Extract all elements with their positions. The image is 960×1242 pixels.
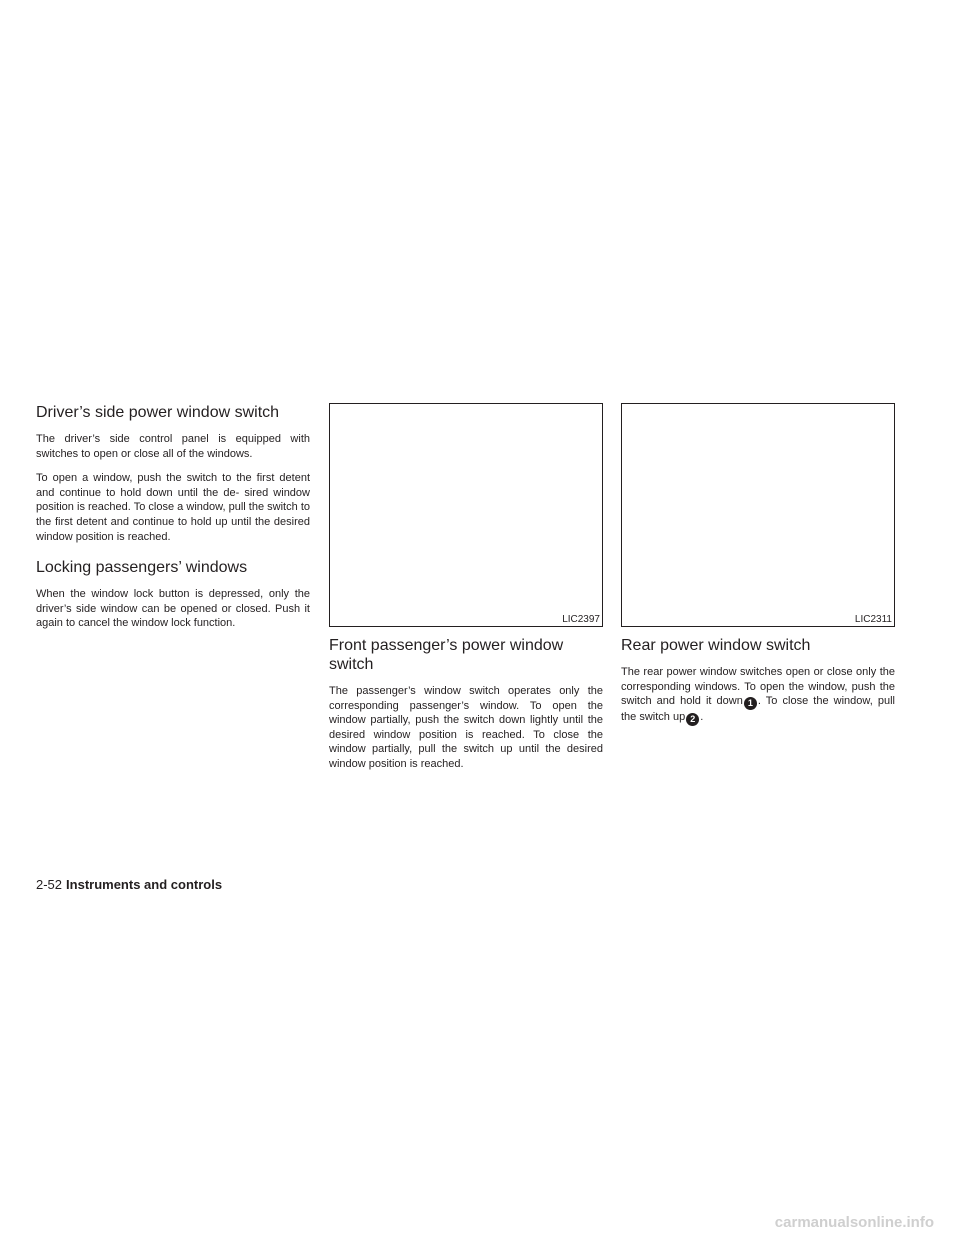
- rear-paragraph: The rear power window switches open or close only the corresponding windows. To open the window, push the switch and hold it down 1 . To close the window, pull the switch up 2 .: [621, 666, 895, 725]
- heading-locking-windows: Locking passengers’ windows: [36, 559, 248, 577]
- watermark: carmanualsonline.info: [774, 1214, 934, 1231]
- callout-2-icon: 2: [686, 713, 699, 726]
- column-middle: [329, 403, 603, 782]
- locking-paragraph: When the window lock button is depressed, only the driver’s side window can be opened or closed. Push it again to cancel the window lock function.: [36, 588, 310, 630]
- figure-code: LIC2311: [854, 614, 892, 625]
- page-number: 2-52: [36, 877, 63, 892]
- section-title: Instruments and controls: [66, 877, 223, 892]
- heading-rear-switch: Rear power window switch: [621, 637, 811, 654]
- drivers-switch-paragraph-1: The driver’s side control panel is equipped with switches to open or close all of the windows.: [36, 433, 310, 460]
- callout-1-icon: 1: [744, 697, 757, 710]
- page-footer: [36, 877, 222, 892]
- figure-code: LIC2397: [562, 614, 600, 625]
- heading-front-passenger: Front passenger’s power window switch: [329, 637, 564, 673]
- heading-drivers-switch: Driver’s side power window switch: [36, 404, 280, 421]
- drivers-switch-paragraph-2: To open a window, push the switch to the first detent and continue to hold down until the de- sired window position is reached. To close a window, pull the switch to the first detent and continue to hold up until the desired window position is reached.: [36, 472, 310, 543]
- rear-switch-figure: [621, 403, 895, 627]
- column-right: [621, 403, 895, 736]
- front-switch-figure: [329, 403, 603, 627]
- column-left: [36, 403, 310, 641]
- front-passenger-paragraph: The passenger’s window switch operates only the corresponding passenger’s window. To open the window partially, push the switch down lightly until the desired window position is reached. To close the window partially, pull the switch up until the desired window position is reached.: [329, 685, 603, 770]
